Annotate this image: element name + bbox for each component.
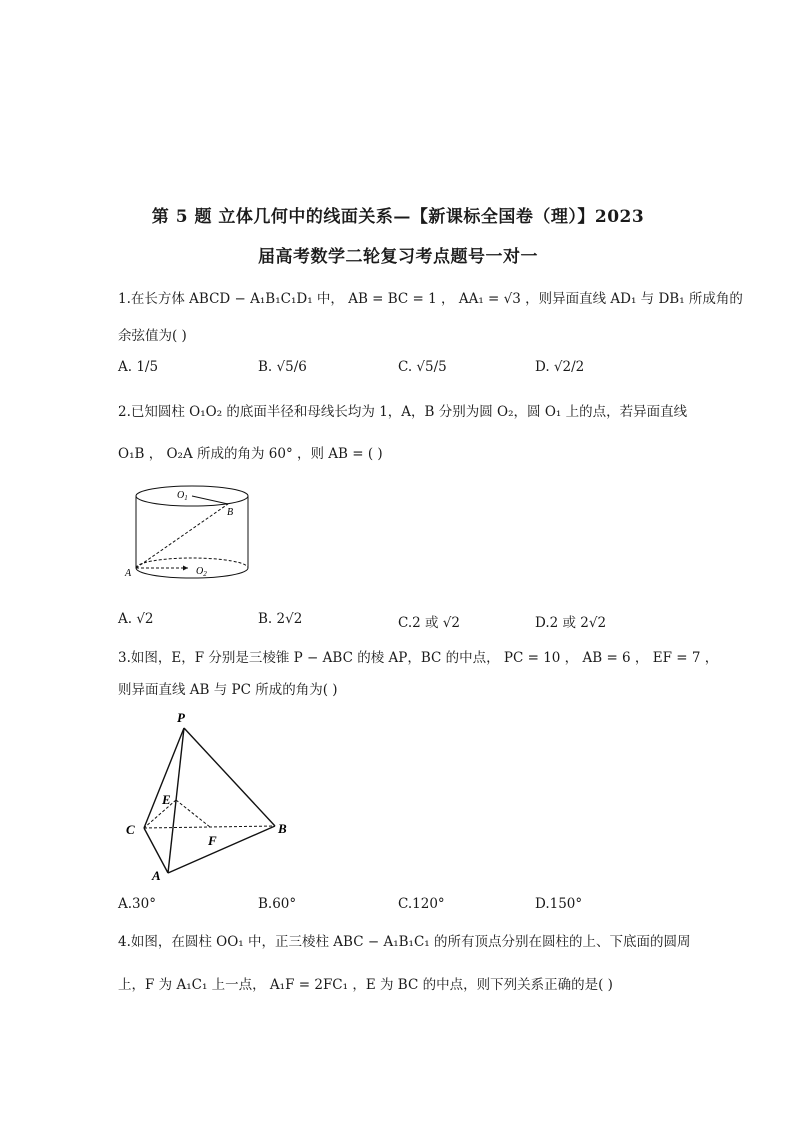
question-3-text-line-1: 3.如图，E，F 分别是三棱锥 P − ABC 的棱 AP，BC 的中点， PC = 10 ， AB = 6 ， EF = 7 ， [118, 650, 719, 666]
edge-a-b [168, 826, 275, 873]
question-3-option-d: D.150° [535, 896, 583, 912]
question-1-text-line-1: 1.在长方体 ABCD − A₁B₁C₁D₁ 中， AB = BC = 1 ， AA₁ = √3 ，则异面直线 AD₁ 与 DB₁ 所成角的 [118, 291, 743, 307]
document-title-line-1: 第 5 题 立体几何中的线面关系—【新课标全国卷（理）】2023 [151, 207, 645, 227]
label-e: E [162, 792, 171, 807]
question-3-option-c: C.120° [398, 896, 445, 912]
question-2-option-a: A. √2 [118, 611, 154, 627]
label-a: A [125, 568, 132, 579]
label-a: A [152, 868, 161, 881]
label-o2: $O_2$ [196, 566, 207, 578]
cylinder-bottom-front [136, 568, 248, 578]
segment-o1-b [192, 496, 228, 504]
cylinder-figure [122, 482, 262, 582]
question-2-text-line-1: 2.已知圆柱 O₁O₂ 的底面半径和母线长均为 1，A，B 分别为圆 O₂，圆 O₁ 上的点，若异面直线 [118, 404, 688, 420]
question-3-option-a: A.30° [118, 896, 156, 912]
question-2-text-line-2: O₁B ， O₂A 所成的角为 60° ，则 AB = ( ) [118, 446, 383, 462]
edge-p-b [184, 728, 275, 826]
question-3-text-line-2: 则异面直线 AB 与 PC 所成的角为( ) [118, 682, 338, 698]
document-title-line-2: 届高考数学二轮复习考点题号一对一 [258, 247, 538, 267]
label-f: F [208, 833, 217, 848]
question-3-option-b: B.60° [258, 896, 297, 912]
question-1-text-line-2: 余弦值为( ) [118, 328, 187, 344]
tetrahedron-figure [120, 706, 300, 881]
question-4-text-line-1: 4.如图，在圆柱 OO₁ 中，正三棱柱 ABC − A₁B₁C₁ 的所有顶点分别在圆柱的上、下底面的圆周 [118, 934, 691, 950]
question-1-option-c: C. √5/5 [398, 359, 447, 375]
label-o1: $O_1$ [177, 490, 188, 502]
question-1-option-a: A. 1/5 [118, 359, 159, 375]
segment-e-f-hidden [176, 800, 210, 827]
segment-e-c-hidden [144, 800, 176, 828]
question-2-option-c: C.2 或 √2 [398, 615, 461, 631]
edge-c-a [144, 828, 168, 873]
question-1-option-b: B. √5/6 [258, 359, 307, 375]
question-4-text-line-2: 上，F 为 A₁C₁ 上一点， A₁F = 2FC₁ ，E 为 BC 的中点，则下列关系正确的是( ) [118, 977, 613, 993]
question-2-option-b: B. 2√2 [258, 611, 303, 627]
question-1-option-d: D. √2/2 [535, 359, 585, 375]
arrow-head-o2 [183, 566, 188, 571]
label-c: C [126, 822, 135, 837]
question-2-option-d: D.2 或 2√2 [535, 615, 607, 631]
label-b: B [278, 821, 287, 836]
label-p: P [177, 710, 185, 725]
label-b: B [227, 507, 234, 518]
cylinder-bottom-back [136, 558, 248, 568]
